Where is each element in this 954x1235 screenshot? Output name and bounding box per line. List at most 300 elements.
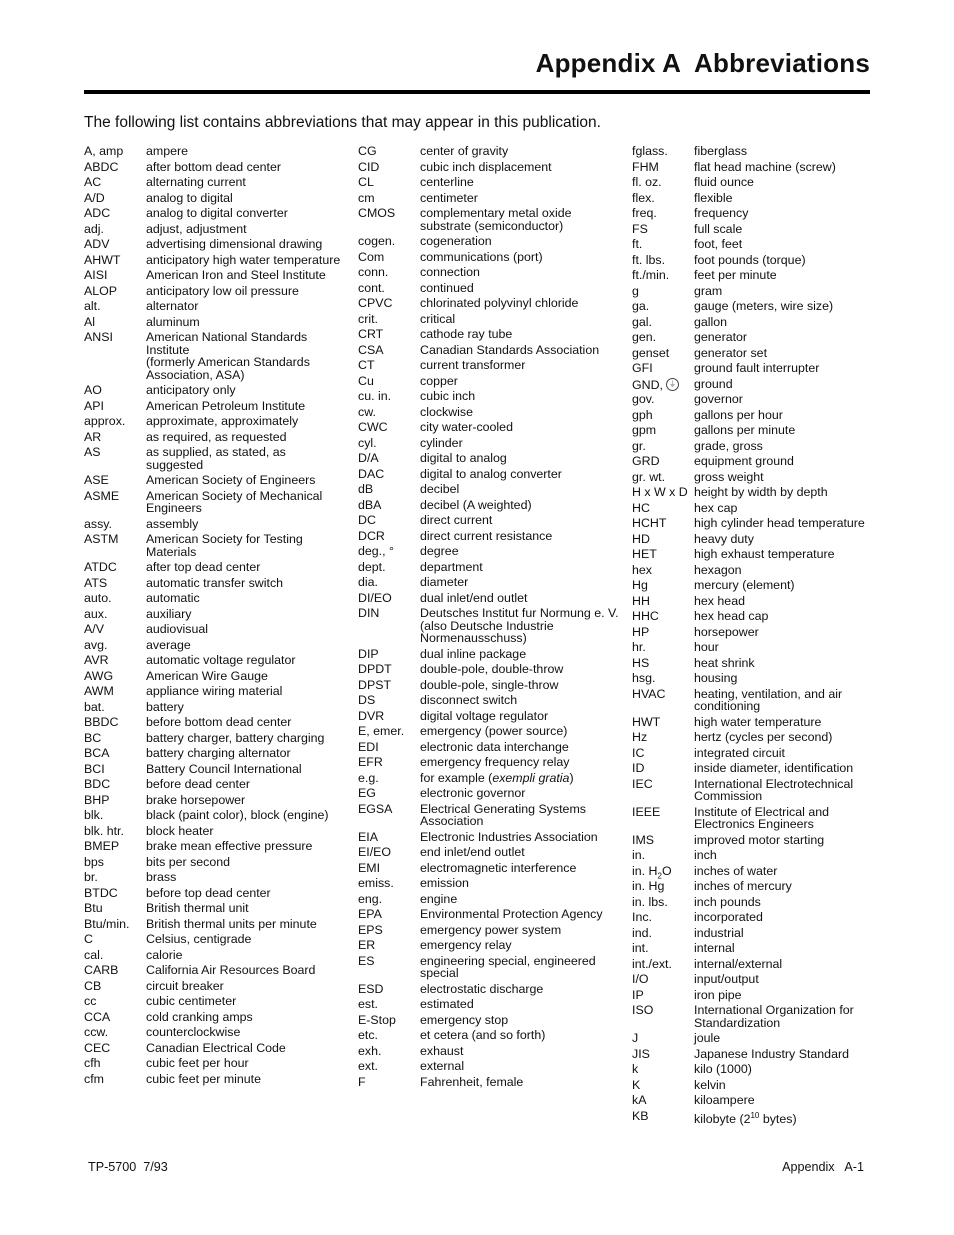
abbreviation-term: exh. — [358, 1043, 382, 1058]
abbreviation-term: ga. — [632, 299, 650, 313]
abbreviation-entry — [358, 769, 620, 785]
abbreviation-definition: gram — [694, 283, 723, 298]
abbreviation-term: ALOP — [84, 283, 118, 298]
abbreviation-entry — [632, 313, 872, 329]
abbreviation-term: gen. — [632, 330, 657, 344]
abbreviation-definition: after bottom dead center — [146, 159, 282, 174]
abbreviation-term: bat. — [84, 699, 105, 714]
abbreviation-definition: battery — [146, 699, 184, 714]
abbreviation-entry — [358, 722, 620, 738]
abbreviation-definition: Fahrenheit, female — [420, 1074, 524, 1089]
abbreviation-entry — [632, 623, 872, 639]
abbreviation-definition: et cetera (and so forth) — [420, 1028, 546, 1042]
abbreviation-entry — [358, 465, 620, 481]
abbreviation-definition: flat head machine (screw) — [694, 159, 836, 174]
abbreviation-definition: hexagon — [694, 562, 742, 577]
abbreviation-entry — [632, 235, 872, 251]
abbreviation-entry — [632, 1029, 872, 1045]
abbreviation-entry — [632, 142, 872, 158]
abbreviation-term: HS — [632, 655, 650, 670]
abbreviation-definition: Electrical Generating Systems Association — [420, 801, 586, 828]
abbreviation-definition: mercury (element) — [694, 578, 795, 592]
abbreviation-definition: before dead center — [146, 777, 251, 791]
abbreviation-term: F — [358, 1074, 366, 1089]
abbreviation-term: cfm — [84, 1071, 104, 1086]
abbreviation-entry — [632, 1001, 872, 1029]
abbreviation-term: DPDT — [358, 662, 392, 676]
abbreviation-term: cogen. — [358, 234, 396, 248]
abbreviation-entry — [632, 204, 872, 220]
abbreviation-term: BC — [84, 730, 102, 745]
abbreviation-term: in. Hg — [632, 879, 665, 893]
abbreviation-entry — [632, 452, 872, 468]
abbreviation-entry — [84, 605, 346, 621]
abbreviation-entry — [632, 955, 872, 971]
abbreviation-term: HET — [632, 547, 657, 561]
abbreviation-term: dB — [358, 482, 374, 496]
abbreviation-term: cu. in. — [358, 389, 392, 403]
abbreviation-entry — [358, 691, 620, 707]
abbreviation-term: EIA — [358, 829, 378, 844]
abbreviation-term: Btu — [84, 901, 103, 915]
abbreviation-term: HD — [632, 531, 650, 546]
abbreviation-term: ind. — [632, 925, 652, 940]
abbreviation-term: Hz — [632, 730, 648, 744]
abbreviation-term: freq. — [632, 206, 657, 220]
abbreviation-definition: heat shrink — [694, 655, 755, 670]
abbreviation-entry — [632, 266, 872, 282]
abbreviation-entry — [84, 667, 346, 683]
abbreviation-term: Com — [358, 249, 385, 264]
abbreviation-term: int./ext. — [632, 956, 672, 971]
abbreviation-term: DIP — [358, 646, 379, 661]
abbreviation-entry — [358, 1026, 620, 1042]
abbreviation-entry — [358, 480, 620, 496]
abbreviation-entry — [358, 434, 620, 450]
abbreviation-term: E-Stop — [358, 1012, 396, 1027]
abbreviation-definition: end inlet/end outlet — [420, 845, 525, 859]
abbreviation-term: in. lbs. — [632, 894, 668, 909]
abbreviation-term: flex. — [632, 190, 655, 205]
abbreviation-entry — [632, 1045, 872, 1061]
abbreviation-entry — [632, 158, 872, 174]
abbreviation-definition: cubic feet per hour — [146, 1056, 249, 1070]
abbreviation-definition: complementary metal oxide substrate (semiconductor) — [420, 206, 572, 233]
abbreviation-term: ADC — [84, 206, 111, 220]
abbreviation-term: kA — [632, 1093, 647, 1107]
abbreviation-definition: hex head cap — [694, 609, 769, 623]
abbreviation-entry — [632, 421, 872, 437]
abbreviation-definition: anticipatory high water temperature — [146, 252, 341, 267]
abbreviation-definition: incorporated — [694, 910, 763, 924]
abbreviation-definition: audiovisual — [146, 622, 208, 636]
abbreviation-term: BMEP — [84, 839, 120, 853]
abbreviation-entry — [632, 908, 872, 924]
abbreviation-entry — [358, 418, 620, 434]
abbreviation-term: k — [632, 1062, 639, 1076]
abbreviation-entry — [632, 1060, 872, 1076]
abbreviation-entry — [358, 173, 620, 189]
abbreviation-entry — [84, 297, 346, 313]
abbreviation-term: ASE — [84, 473, 109, 487]
abbreviation-term: DIN — [358, 606, 380, 620]
abbreviation-definition: full scale — [694, 221, 743, 236]
abbreviation-entry — [84, 636, 346, 652]
abbreviation-entry — [358, 604, 620, 645]
abbreviation-definition: Celsius, centigrade — [146, 932, 252, 946]
abbreviation-entry — [84, 651, 346, 667]
abbreviation-definition: battery charger, battery charging — [146, 730, 325, 745]
abbreviation-entry — [632, 576, 872, 592]
abbreviation-definition: average — [146, 637, 191, 652]
abbreviation-term: alt. — [84, 299, 101, 313]
abbreviation-term: emiss. — [358, 876, 394, 890]
abbreviation-term: EPS — [358, 922, 383, 937]
abbreviation-term: dBA — [358, 497, 382, 512]
abbreviation-entry — [632, 924, 872, 940]
abbreviation-term: EI/EO — [358, 845, 392, 859]
abbreviation-definition: current transformer — [420, 358, 526, 372]
abbreviation-entry — [632, 592, 872, 608]
abbreviation-entry — [632, 970, 872, 986]
abbreviation-term: J — [632, 1031, 639, 1045]
abbreviation-entry — [358, 676, 620, 692]
abbreviation-entry — [84, 1070, 346, 1086]
abbreviation-entry — [632, 468, 872, 484]
abbreviation-term: ft. lbs. — [632, 252, 666, 267]
abbreviation-entry — [632, 483, 872, 499]
abbreviation-entry — [84, 620, 346, 636]
abbreviation-term: int. — [632, 941, 649, 955]
abbreviation-entry — [84, 915, 346, 931]
abbreviation-term: ANSI — [84, 330, 113, 344]
abbreviation-term: ES — [358, 953, 375, 968]
abbreviation-term: gal. — [632, 314, 652, 329]
abbreviation-entry — [84, 930, 346, 946]
abbreviation-definition: automatic — [146, 591, 200, 605]
abbreviation-term: auto. — [84, 591, 112, 605]
abbreviation-definition: auxiliary — [146, 606, 192, 621]
abbreviation-entry — [358, 905, 620, 921]
abbreviation-term: CWC — [358, 420, 388, 434]
abbreviation-term: E, emer. — [358, 724, 405, 738]
abbreviation-term: DC — [358, 513, 376, 527]
abbreviation-definition: centimeter — [420, 190, 478, 205]
abbreviation-definition: International Organization for Standardization — [694, 1003, 854, 1030]
abbreviation-definition: heating, ventilation, and air conditioning — [694, 686, 843, 713]
abbreviation-term: CCA — [84, 1009, 111, 1024]
abbreviation-definition: American Society of Mechanical Engineers — [146, 488, 323, 515]
abbreviation-definition: decibel (A weighted) — [420, 497, 532, 512]
abbreviation-term: I/O — [632, 972, 649, 986]
abbreviation-entry — [632, 744, 872, 760]
abbreviation-entry — [632, 173, 872, 189]
abbreviation-entry — [358, 952, 620, 980]
abbreviation-term: AS — [84, 445, 101, 459]
abbreviation-definition: electromagnetic interference — [420, 860, 577, 875]
abbreviation-definition: digital to analog converter — [420, 466, 562, 481]
abbreviation-entry — [632, 1091, 872, 1107]
abbreviation-term: BDC — [84, 777, 111, 791]
abbreviation-entry — [632, 728, 872, 744]
abbreviation-term: ASTM — [84, 532, 119, 546]
abbreviation-definition: critical — [420, 311, 456, 326]
abbreviation-term: EFR — [358, 755, 383, 769]
title-rule — [84, 90, 870, 94]
abbreviation-entry — [84, 530, 346, 558]
abbreviation-entry — [358, 189, 620, 205]
abbreviation-term: HHC — [632, 609, 659, 623]
abbreviation-entry — [632, 607, 872, 623]
abbreviation-definition: counterclockwise — [146, 1025, 241, 1039]
abbreviation-entry — [632, 499, 872, 515]
abbreviation-definition: feet per minute — [694, 268, 777, 282]
abbreviation-entry — [358, 1011, 620, 1027]
abbreviation-term: BHP — [84, 792, 110, 807]
abbreviation-definition: hertz (cycles per second) — [694, 730, 833, 744]
abbreviation-definition: degree — [420, 544, 459, 558]
abbreviation-entry — [358, 232, 620, 248]
abbreviation-definition: direct current resistance — [420, 528, 553, 543]
abbreviation-definition: inch pounds — [694, 894, 761, 909]
abbreviation-column-2 — [358, 142, 620, 1088]
abbreviation-definition: Environmental Protection Agency — [420, 907, 603, 921]
abbreviation-term: gov. — [632, 392, 655, 406]
abbreviation-entry — [632, 390, 872, 406]
abbreviation-term: CEC — [84, 1040, 111, 1055]
abbreviation-entry — [632, 220, 872, 236]
abbreviation-definition: clockwise — [420, 404, 474, 419]
abbreviation-definition: dual inline package — [420, 646, 527, 661]
abbreviation-definition: California Air Resources Board — [146, 963, 316, 977]
abbreviation-definition: brake mean effective pressure — [146, 839, 313, 853]
abbreviation-definition: before top dead center — [146, 885, 271, 900]
abbreviation-term: deg., ° — [358, 544, 394, 558]
abbreviation-definition: inches of mercury — [694, 879, 792, 893]
abbreviation-entry — [632, 939, 872, 955]
abbreviation-entry — [84, 173, 346, 189]
abbreviation-entry — [632, 359, 872, 375]
abbreviation-term: CL — [358, 175, 374, 189]
abbreviation-entry — [632, 685, 872, 713]
abbreviation-entry — [84, 397, 346, 413]
abbreviation-definition: brass — [146, 870, 177, 884]
abbreviation-definition: Battery Council International — [146, 761, 302, 776]
abbreviation-entry — [632, 561, 872, 577]
abbreviation-definition: housing — [694, 671, 738, 685]
abbreviation-definition: double-pole, single-throw — [420, 677, 559, 692]
abbreviation-entry — [358, 449, 620, 465]
abbreviation-definition: hour — [694, 640, 719, 654]
abbreviation-definition: input/output — [694, 972, 759, 986]
abbreviation-term: fglass. — [632, 144, 668, 158]
abbreviation-definition: Electronic Industries Association — [420, 829, 598, 844]
abbreviation-term: A/V — [84, 622, 104, 636]
abbreviation-definition: digital to analog — [420, 451, 507, 465]
abbreviation-entry — [358, 341, 620, 357]
abbreviation-column-3 — [632, 142, 872, 1125]
abbreviation-term: ft. — [632, 237, 643, 251]
abbreviation-definition: internal — [694, 941, 735, 955]
abbreviation-term: Inc. — [632, 910, 652, 924]
abbreviation-term: DCR — [358, 528, 385, 543]
abbreviation-term: FS — [632, 221, 648, 236]
abbreviation-definition: high cylinder head temperature — [694, 516, 865, 530]
abbreviation-definition: high water temperature — [694, 714, 822, 729]
abbreviation-definition: alternator — [146, 299, 199, 313]
abbreviation-definition: black (paint color), block (engine) — [146, 808, 329, 822]
abbreviation-entry — [632, 775, 872, 803]
abbreviation-definition: inside diameter, identification — [694, 761, 854, 775]
abbreviation-term: approx. — [84, 414, 126, 428]
abbreviation-entry — [358, 936, 620, 952]
abbreviation-term: BCA — [84, 746, 110, 760]
abbreviation-term: HH — [632, 593, 650, 608]
abbreviation-definition: cylinder — [420, 435, 463, 450]
abbreviation-entry — [358, 310, 620, 326]
abbreviation-term: Hg — [632, 578, 648, 592]
abbreviation-definition: generator set — [694, 345, 768, 360]
abbreviation-term: AO — [84, 383, 102, 397]
abbreviation-entry — [84, 884, 346, 900]
abbreviation-term: GFI — [632, 361, 653, 375]
abbreviation-definition: emergency frequency relay — [420, 755, 570, 769]
abbreviation-term: Btu/min. — [84, 916, 130, 931]
abbreviation-term: cw. — [358, 404, 376, 419]
abbreviation-term: in. — [632, 848, 646, 862]
ground-symbol-icon: ⏚ — [666, 378, 679, 391]
abbreviation-term: D/A — [358, 451, 379, 465]
abbreviation-definition: dual inlet/end outlet — [420, 590, 528, 605]
abbreviation-definition: electronic data interchange — [420, 739, 569, 754]
abbreviation-term: cfh — [84, 1056, 101, 1070]
abbreviation-definition: aluminum — [146, 314, 200, 329]
abbreviation-definition: integrated circuit — [694, 745, 785, 760]
abbreviation-term: CARB — [84, 963, 119, 977]
abbreviation-entry — [84, 806, 346, 822]
abbreviation-definition: International Electrotechnical Commission — [694, 776, 854, 803]
abbreviation-term: in. $H_2O$ — [632, 863, 672, 880]
abbreviation-entry — [358, 558, 620, 574]
abbreviation-entry — [84, 775, 346, 791]
abbreviation-entry — [358, 573, 620, 589]
abbreviation-term: CB — [84, 978, 102, 993]
abbreviation-definition: brake horsepower — [146, 792, 246, 807]
abbreviation-definition: analog to digital — [146, 190, 233, 205]
abbreviation-term: BTDC — [84, 885, 118, 900]
abbreviation-definition: height by width by depth — [694, 485, 828, 499]
abbreviation-term: ATS — [84, 575, 108, 590]
abbreviation-term: crit. — [358, 311, 378, 326]
abbreviation-entry — [632, 297, 872, 313]
abbreviation-entry — [84, 760, 346, 776]
abbreviation-term: CMOS — [358, 206, 396, 220]
abbreviation-definition: adjust, adjustment — [146, 221, 247, 236]
abbreviation-term: EGSA — [358, 801, 393, 816]
abbreviation-entry — [84, 235, 346, 251]
abbreviation-term: API — [84, 398, 104, 413]
abbreviation-definition: American Society for Testing Materials — [146, 532, 303, 559]
abbreviation-definition: disconnect switch — [420, 693, 518, 707]
abbreviation-term: AR — [84, 429, 102, 444]
abbreviation-entry — [358, 660, 620, 676]
abbreviation-entry — [84, 142, 346, 158]
footer-page-number: Appendix A-1 — [782, 1160, 864, 1174]
abbreviation-term: A/D — [84, 190, 105, 205]
abbreviation-definition: frequency — [694, 206, 749, 220]
abbreviation-term: HC — [632, 500, 650, 515]
abbreviation-definition: grade, gross — [694, 438, 763, 453]
abbreviation-entry — [632, 862, 872, 878]
abbreviation-term: hsg. — [632, 671, 656, 685]
abbreviation-entry — [358, 921, 620, 937]
abbreviation-column-1 — [84, 142, 346, 1085]
abbreviation-term: AWG — [84, 668, 114, 683]
abbreviation-entry — [358, 263, 620, 279]
abbreviation-term: AHWT — [84, 252, 121, 267]
abbreviation-entry — [358, 1057, 620, 1073]
abbreviation-entry — [84, 558, 346, 574]
abbreviation-term: g — [632, 283, 639, 298]
abbreviation-definition: hex cap — [694, 500, 738, 515]
abbreviation-entry — [84, 574, 346, 590]
abbreviation-term: EDI — [358, 739, 379, 754]
abbreviation-entry — [84, 698, 346, 714]
abbreviation-entry — [632, 1107, 872, 1126]
abbreviation-definition: direct current — [420, 513, 493, 527]
abbreviation-entry — [84, 220, 346, 236]
abbreviation-definition: appliance wiring material — [146, 684, 283, 698]
abbreviation-definition: ground fault interrupter — [694, 361, 820, 375]
abbreviation-entry — [358, 859, 620, 875]
abbreviation-term: DS — [358, 693, 376, 707]
abbreviation-term: FHM — [632, 159, 659, 174]
abbreviation-entry — [84, 899, 346, 915]
abbreviation-definition: horsepower — [694, 624, 759, 639]
abbreviation-term: HCHT — [632, 516, 667, 530]
abbreviation-definition: city water-cooled — [420, 420, 513, 434]
abbreviation-definition: cathode ray tube — [420, 327, 513, 341]
abbreviation-term: Al — [84, 314, 96, 329]
abbreviation-entry — [358, 403, 620, 419]
abbreviation-entry — [358, 542, 620, 558]
abbreviation-entry — [632, 328, 872, 344]
abbreviation-term: bps — [84, 854, 104, 869]
abbreviation-definition: bits per second — [146, 854, 231, 869]
abbreviation-definition: gallons per hour — [694, 407, 783, 422]
abbreviation-term: CID — [358, 159, 380, 174]
abbreviation-term: gr. — [632, 438, 646, 453]
abbreviation-definition: connection — [420, 265, 480, 279]
abbreviation-definition: emergency (power source) — [420, 724, 568, 738]
abbreviation-definition: approximate, approximately — [146, 414, 299, 428]
abbreviation-definition: cubic centimeter — [146, 994, 237, 1008]
abbreviation-term: A, amp — [84, 144, 124, 158]
abbreviation-entry — [358, 294, 620, 310]
abbreviation-definition: center of gravity — [420, 144, 509, 158]
abbreviation-entry — [84, 1054, 346, 1070]
abbreviation-definition: cubic inch displacement — [420, 159, 552, 174]
abbreviation-term: ABDC — [84, 159, 119, 174]
abbreviation-entry — [84, 946, 346, 962]
abbreviation-entry — [84, 266, 346, 282]
abbreviation-definition: gallon — [694, 314, 728, 329]
abbreviation-entry — [84, 868, 346, 884]
abbreviation-term: gr. wt. — [632, 469, 666, 484]
abbreviation-term: assy. — [84, 516, 112, 531]
abbreviation-entry — [358, 496, 620, 512]
abbreviation-definition: foot pounds (torque) — [694, 252, 806, 267]
